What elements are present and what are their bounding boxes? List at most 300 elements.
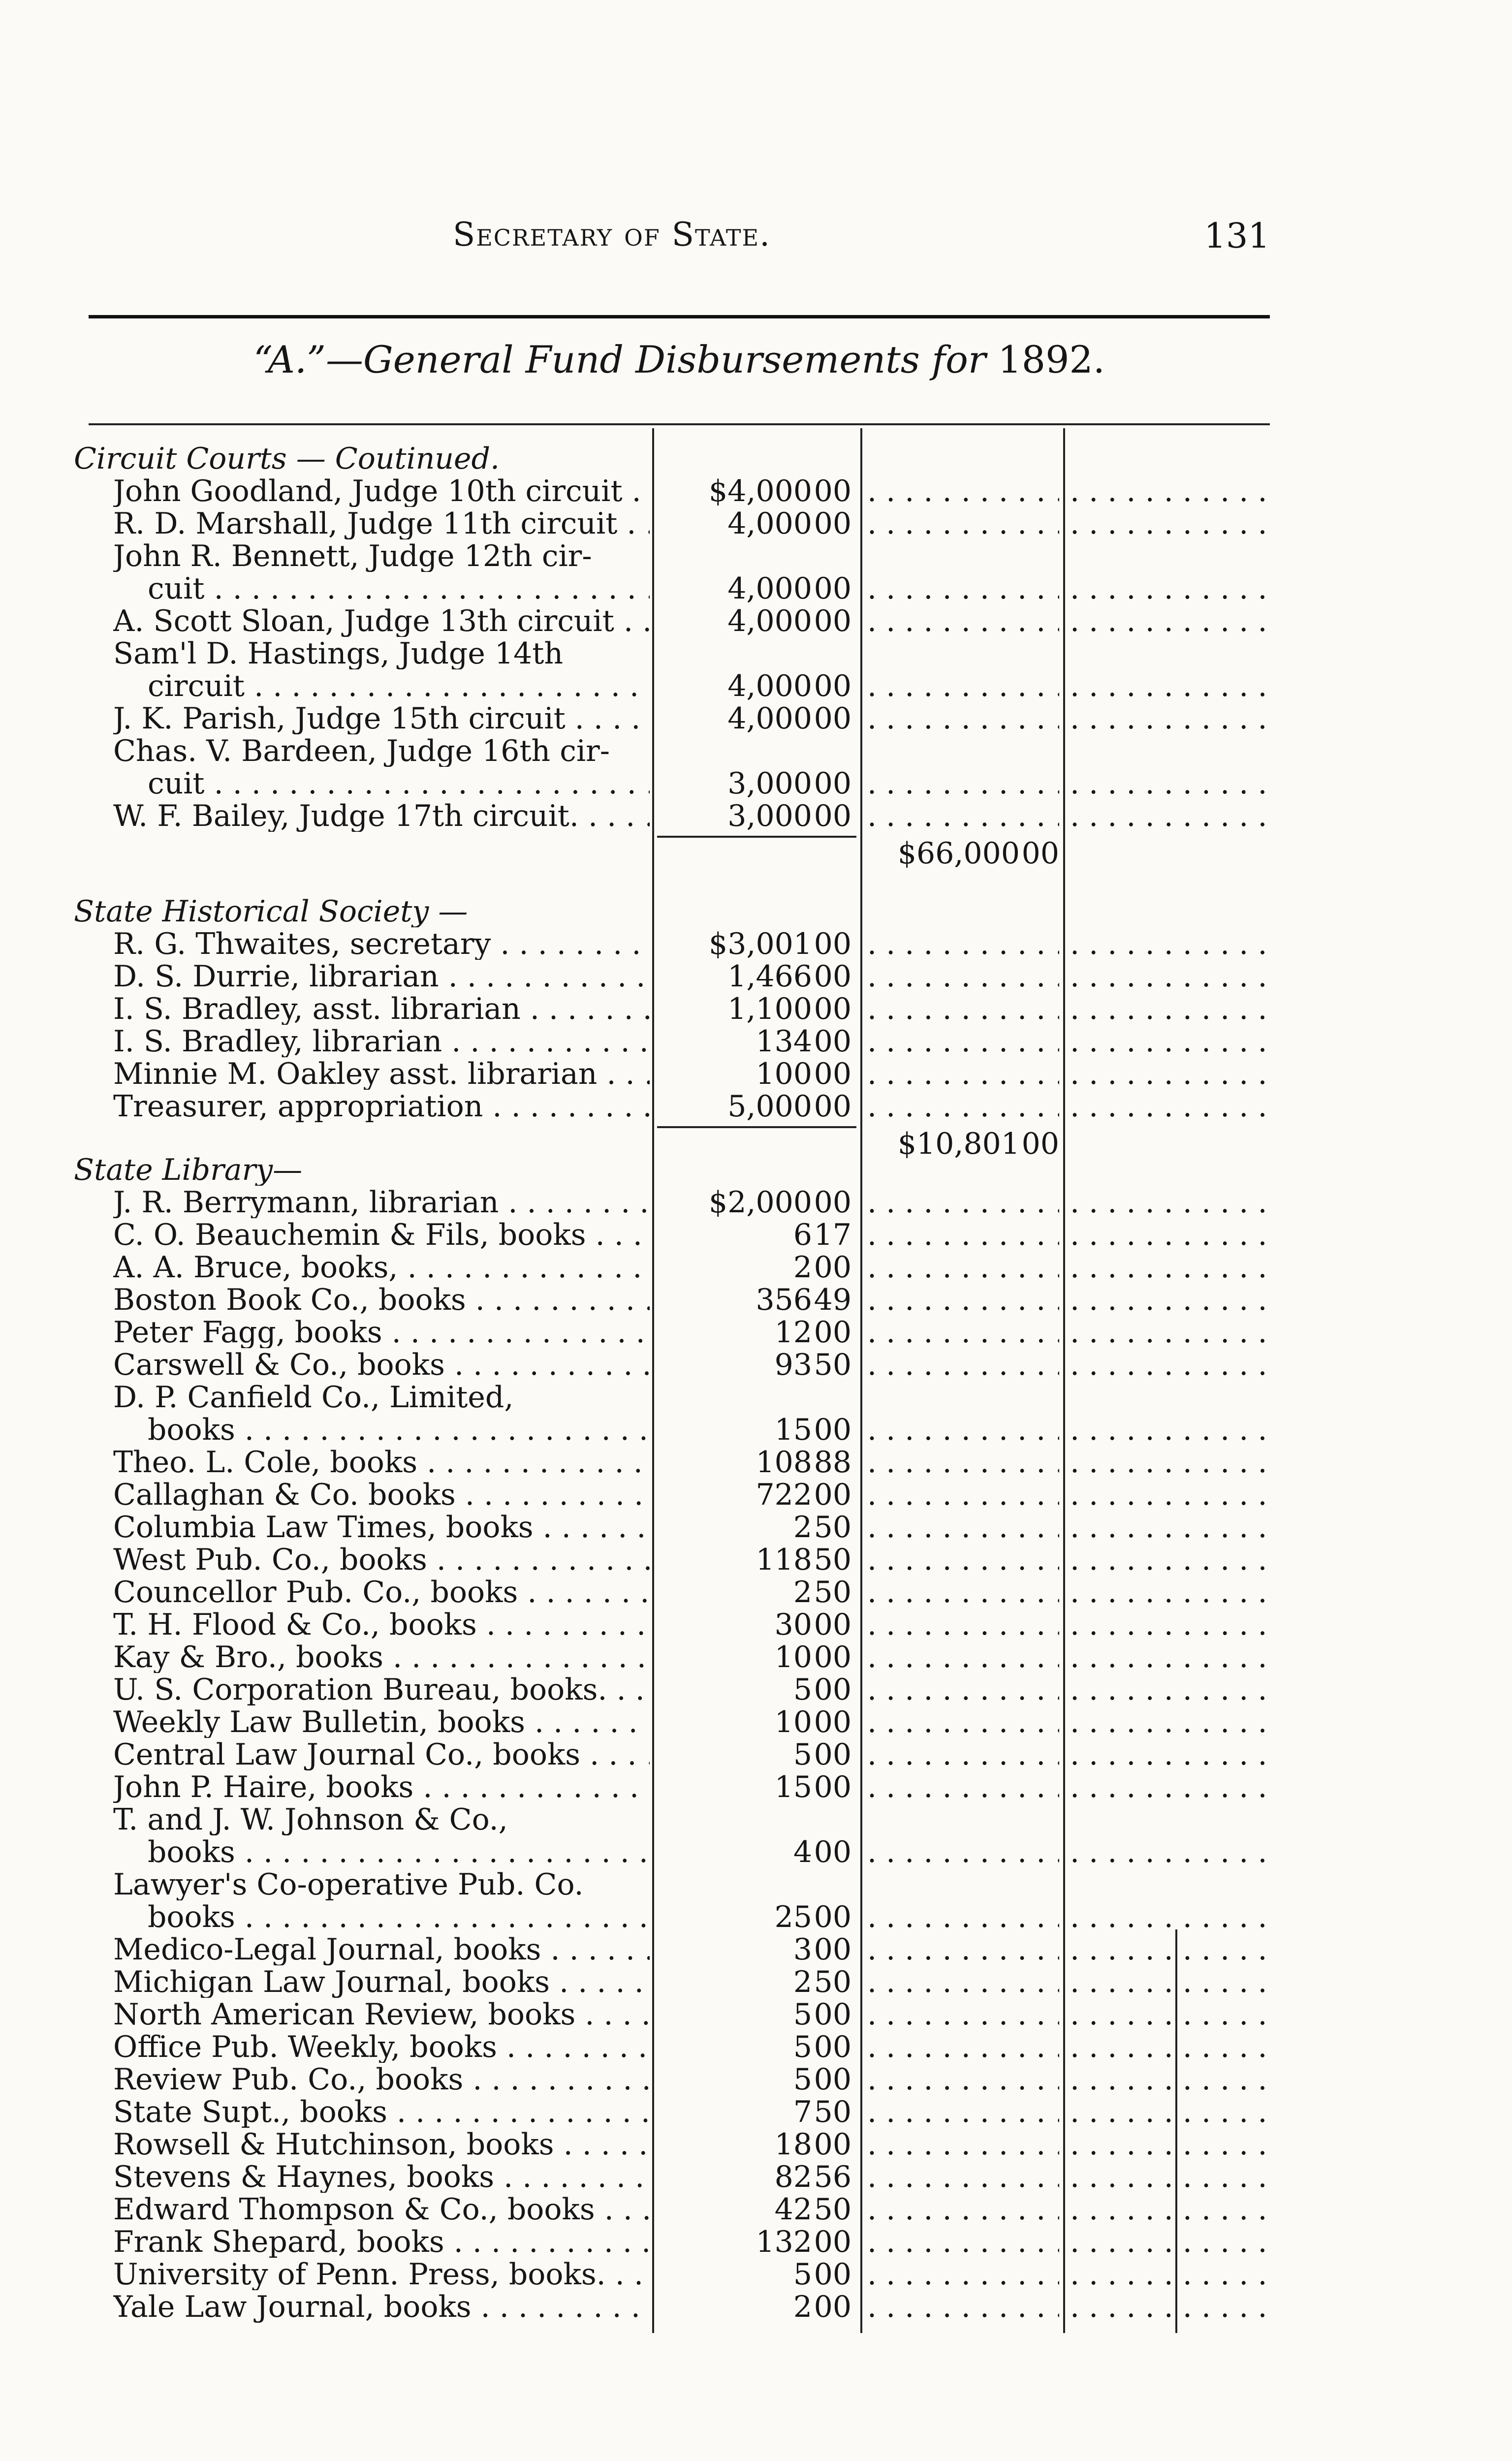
amount-cents: 00 bbox=[814, 1608, 851, 1642]
leader-dots-col3 bbox=[1070, 993, 1277, 1025]
leader-dots-col3 bbox=[1070, 1349, 1277, 1381]
leader-dots-col2 bbox=[867, 1252, 1059, 1283]
amount-dollars: 2 bbox=[793, 1510, 812, 1545]
table-row bbox=[74, 1479, 1280, 1511]
leader-dots-col2 bbox=[867, 1284, 1059, 1316]
amount-dollars: 3,000 bbox=[727, 766, 812, 801]
amount-cents: 00 bbox=[814, 2127, 851, 2162]
table-row bbox=[74, 2291, 1280, 2323]
entry-text: Peter Fagg, books bbox=[113, 1317, 382, 1348]
entry-amount bbox=[657, 1609, 851, 1641]
entry-amount bbox=[657, 508, 851, 539]
leader-dots-col2 bbox=[867, 1934, 1059, 1965]
leader-dots-col2 bbox=[867, 670, 1059, 702]
table-row bbox=[74, 1739, 1280, 1770]
leader-dots bbox=[617, 508, 650, 539]
amount-dollars: 132 bbox=[756, 2225, 812, 2259]
entry-amount bbox=[657, 1479, 851, 1511]
leader-dots-col2 bbox=[867, 1706, 1059, 1738]
entry-amount bbox=[657, 2194, 851, 2225]
leader-dots-col2 bbox=[867, 475, 1059, 507]
leader-dots-col2 bbox=[867, 2194, 1059, 2225]
leader-dots bbox=[541, 1934, 650, 1965]
leader-dots bbox=[623, 475, 650, 507]
entry-amount bbox=[657, 605, 851, 637]
entry-description bbox=[113, 1739, 650, 1770]
entry-text: A. A. Bruce, books, bbox=[113, 1252, 398, 1283]
leader-dots bbox=[483, 1091, 650, 1122]
entry-text: Treasurer, appropriation bbox=[113, 1091, 483, 1122]
amount-dollars: 4,000 bbox=[727, 571, 812, 606]
amount-cents: 00 bbox=[814, 1640, 851, 1674]
section-heading: Circuit Courts — Coutinued. bbox=[74, 443, 500, 474]
leader-dots-col2 bbox=[867, 1479, 1059, 1511]
leader-dots-col2 bbox=[867, 1544, 1059, 1576]
entry-text: Medico-Legal Journal, books bbox=[113, 1934, 541, 1965]
amount-cents: 17 bbox=[814, 1218, 851, 1252]
amount-dollars: 82 bbox=[774, 2160, 812, 2194]
entry-description bbox=[113, 2161, 650, 2193]
amount-cents: 00 bbox=[814, 1185, 851, 1220]
table-row bbox=[74, 961, 1280, 992]
leader-dots bbox=[245, 670, 650, 702]
entry-description bbox=[113, 800, 650, 832]
entry-text: J. R. Berrymann, librarian bbox=[113, 1187, 499, 1218]
entry-text: Kay & Bro., books bbox=[113, 1641, 383, 1673]
leader-dots bbox=[382, 1317, 650, 1348]
entry-description bbox=[113, 2226, 650, 2258]
leader-dots-col3 bbox=[1070, 2031, 1277, 2063]
leader-dots-col2 bbox=[867, 1966, 1059, 1998]
leader-dots bbox=[575, 1999, 650, 2030]
leader-dots bbox=[595, 2194, 650, 2225]
entry-text: A. Scott Sloan, Judge 13th circuit bbox=[113, 605, 614, 637]
entry-amount bbox=[657, 1771, 851, 1803]
amount-cents: 00 bbox=[814, 2225, 851, 2259]
entry-text: University of Penn. Press, books. bbox=[113, 2259, 606, 2290]
leader-dots-col3 bbox=[1070, 2226, 1277, 2258]
leader-dots bbox=[597, 1058, 650, 1090]
table-caption bbox=[89, 338, 1270, 381]
entry-text: D. S. Durrie, librarian bbox=[113, 961, 439, 992]
amount-cents: 00 bbox=[814, 2290, 851, 2324]
entry-description bbox=[113, 1252, 650, 1283]
entry-description bbox=[113, 1934, 650, 1965]
entry-amount bbox=[657, 670, 851, 702]
leader-dots bbox=[554, 2129, 650, 2160]
entry-description bbox=[113, 1479, 650, 1511]
entry-text: Weekly Law Bulletin, books bbox=[113, 1706, 525, 1738]
entry-description bbox=[113, 1091, 650, 1122]
entry-text: Theo. L. Cole, books bbox=[113, 1447, 418, 1478]
amount-cents: 00 bbox=[814, 927, 851, 961]
amount-dollars: 5 bbox=[793, 2062, 812, 2097]
leader-dots-col3 bbox=[1070, 1479, 1277, 1511]
amount-dollars: 42 bbox=[774, 2192, 812, 2227]
amount-cents: 50 bbox=[814, 1348, 851, 1382]
entry-description bbox=[113, 2096, 650, 2128]
leader-dots-col2 bbox=[867, 2031, 1059, 2063]
entry-description bbox=[148, 1836, 650, 1868]
entry-text: books bbox=[148, 1414, 235, 1446]
table-row bbox=[74, 1641, 1280, 1673]
entry-amount bbox=[657, 1641, 851, 1673]
leader-dots-col2 bbox=[867, 1026, 1059, 1057]
entry-text: Rowsell & Hutchinson, books bbox=[113, 2129, 554, 2160]
entry-description bbox=[148, 670, 650, 702]
leader-dots-col2 bbox=[867, 1901, 1059, 1933]
leader-dots-col2 bbox=[867, 2129, 1059, 2160]
entry-description bbox=[113, 703, 650, 734]
table-row bbox=[74, 1544, 1280, 1576]
entry-description bbox=[148, 1414, 650, 1446]
section-total bbox=[867, 838, 1059, 869]
table-row bbox=[74, 1836, 1280, 1868]
leader-dots bbox=[205, 573, 650, 604]
entry-text: circuit bbox=[148, 670, 245, 702]
leader-dots-col2 bbox=[867, 1609, 1059, 1641]
amount-cents: 00 bbox=[814, 766, 851, 801]
leader-dots-col3 bbox=[1070, 1317, 1277, 1348]
entry-amount bbox=[657, 1706, 851, 1738]
entry-amount bbox=[657, 768, 851, 799]
table-row bbox=[74, 2161, 1280, 2193]
amount-cents: 00 bbox=[814, 1250, 851, 1285]
leader-dots-col3 bbox=[1070, 1414, 1277, 1446]
amount-dollars: 5 bbox=[793, 1737, 812, 1772]
leader-dots bbox=[466, 1284, 650, 1316]
amount-dollars: 4,000 bbox=[727, 604, 812, 638]
entry-amount bbox=[657, 2031, 851, 2063]
leader-dots bbox=[383, 1641, 650, 1673]
amount-cents: 56 bbox=[814, 2160, 851, 2194]
entry-description bbox=[113, 2129, 650, 2160]
amount-dollars: 10 bbox=[774, 1640, 812, 1674]
caption-year: 1892. bbox=[998, 338, 1105, 381]
entry-amount bbox=[657, 993, 851, 1025]
leader-dots-col2 bbox=[867, 2291, 1059, 2323]
entry-text: Office Pub. Weekly, books bbox=[113, 2031, 497, 2063]
amount-dollars: 3,000 bbox=[727, 799, 812, 833]
entry-text: Central Law Journal Co., books bbox=[113, 1739, 581, 1770]
amount-dollars: 15 bbox=[774, 1413, 812, 1447]
entry-description bbox=[113, 2194, 650, 2225]
entry-description bbox=[113, 540, 650, 572]
entry-description bbox=[113, 1641, 650, 1673]
table-row bbox=[74, 1187, 1280, 1218]
leader-dots bbox=[494, 2161, 650, 2193]
leader-dots-col3 bbox=[1070, 2161, 1277, 2193]
table-row bbox=[74, 508, 1280, 539]
amount-cents: 50 bbox=[814, 2095, 851, 2129]
entry-description bbox=[113, 1219, 650, 1251]
entry-description bbox=[113, 1804, 650, 1835]
section-heading-row bbox=[74, 443, 1280, 474]
table-row bbox=[74, 1252, 1280, 1283]
leader-dots-col3 bbox=[1070, 1739, 1277, 1770]
amount-cents: 50 bbox=[814, 1543, 851, 1577]
amount-dollars: 25 bbox=[774, 1900, 812, 1934]
leader-dots-col2 bbox=[867, 703, 1059, 734]
entry-description bbox=[113, 1026, 650, 1057]
entry-text: Yale Law Journal, books bbox=[113, 2291, 472, 2323]
section-heading-row bbox=[74, 1154, 1280, 1186]
table-row bbox=[74, 1609, 1280, 1641]
entry-text: Councellor Pub. Co., books bbox=[113, 1577, 518, 1608]
leader-dots bbox=[580, 1739, 650, 1770]
table-row bbox=[74, 1934, 1280, 1965]
leader-dots-col3 bbox=[1070, 670, 1277, 702]
entry-text: North American Review, books bbox=[113, 1999, 576, 2030]
entry-text: T. H. Flood & Co., books bbox=[113, 1609, 477, 1641]
section-heading: State Historical Society — bbox=[74, 896, 468, 927]
amount-dollars: 5 bbox=[793, 2030, 812, 2064]
entry-text: John P. Haire, books bbox=[113, 1771, 414, 1803]
amount-cents: 00 bbox=[814, 1737, 851, 1772]
entry-description bbox=[148, 1901, 650, 1933]
table-row bbox=[74, 1901, 1280, 1933]
amount-cents: 50 bbox=[814, 1510, 851, 1545]
table-row bbox=[74, 1512, 1280, 1543]
entry-text: I. S. Bradley, asst. librarian bbox=[113, 993, 521, 1025]
amount-dollars: 4,000 bbox=[727, 669, 812, 703]
amount-dollars: 3 bbox=[793, 1932, 812, 1967]
entry-amount bbox=[657, 1284, 851, 1316]
table-row bbox=[74, 1771, 1280, 1803]
leader-dots-col2 bbox=[867, 2259, 1059, 2290]
amount-cents: 00 bbox=[814, 1315, 851, 1350]
amount-dollars: 118 bbox=[756, 1543, 812, 1577]
table-row bbox=[74, 2096, 1280, 2128]
entry-text: U. S. Corporation Bureau, books. bbox=[113, 1674, 607, 1705]
entry-amount bbox=[657, 928, 851, 960]
leader-dots bbox=[525, 1706, 650, 1738]
amount-dollars: $3,001 bbox=[709, 927, 812, 961]
amount-cents: 00 bbox=[814, 604, 851, 638]
amount-cents: 88 bbox=[814, 1445, 851, 1480]
leader-dots-col3 bbox=[1070, 1512, 1277, 1543]
leader-dots bbox=[579, 800, 650, 832]
entry-amount bbox=[657, 573, 851, 604]
amount-cents: 50 bbox=[814, 1575, 851, 1609]
entry-description bbox=[113, 993, 650, 1025]
leader-dots bbox=[235, 1901, 650, 1933]
entry-text: Lawyer's Co-operative Pub. Co. bbox=[113, 1869, 584, 1900]
leader-dots bbox=[586, 1219, 650, 1251]
entry-description bbox=[113, 605, 650, 637]
leader-dots-col3 bbox=[1070, 1674, 1277, 1705]
entry-description bbox=[113, 1447, 650, 1478]
leader-dots-col2 bbox=[867, 1219, 1059, 1251]
table-row bbox=[74, 2259, 1280, 2290]
entry-amount bbox=[657, 800, 851, 832]
leader-dots-col3 bbox=[1070, 573, 1277, 604]
page-number: 131 bbox=[1204, 216, 1270, 256]
entry-description bbox=[113, 1382, 650, 1413]
leader-dots-col3 bbox=[1070, 1706, 1277, 1738]
leader-dots-col3 bbox=[1070, 1252, 1277, 1283]
table-row bbox=[74, 2226, 1280, 2258]
leader-dots-col2 bbox=[867, 1739, 1059, 1770]
leader-dots-col2 bbox=[867, 800, 1059, 832]
leader-dots bbox=[614, 605, 650, 637]
table-row bbox=[74, 768, 1280, 799]
amount-cents: 00 bbox=[814, 2030, 851, 2064]
leader-dots bbox=[607, 1674, 650, 1705]
amount-dollars: 5 bbox=[793, 2257, 812, 2292]
entry-text: T. and J. W. Johnson & Co., bbox=[113, 1804, 508, 1835]
entry-description bbox=[113, 1966, 650, 1998]
table-row bbox=[74, 735, 1280, 767]
leader-dots-col3 bbox=[1070, 605, 1277, 637]
entry-description bbox=[113, 1609, 650, 1641]
leader-dots-col2 bbox=[867, 1414, 1059, 1446]
entry-text: Stevens & Haynes, books bbox=[113, 2161, 494, 2193]
table-row bbox=[74, 2064, 1280, 2095]
entry-amount bbox=[657, 1577, 851, 1608]
entry-text: Callaghan & Co. books bbox=[113, 1479, 456, 1511]
leader-dots-col3 bbox=[1070, 1447, 1277, 1478]
amount-dollars: 2 bbox=[793, 1575, 812, 1609]
leader-dots-col3 bbox=[1070, 1609, 1277, 1641]
leader-dots bbox=[550, 1966, 650, 1998]
entry-text: John Goodland, Judge 10th circuit bbox=[113, 475, 623, 507]
entry-amount bbox=[657, 1058, 851, 1090]
entry-amount bbox=[657, 1544, 851, 1576]
total-dollars: $10,801 bbox=[897, 1127, 1020, 1161]
leader-dots bbox=[444, 2226, 650, 2258]
entry-text: D. P. Canfield Co., Limited, bbox=[113, 1382, 514, 1413]
leader-dots-col3 bbox=[1070, 2064, 1277, 2095]
entry-amount bbox=[657, 1999, 851, 2030]
entry-amount bbox=[657, 1447, 851, 1478]
amount-cents: 49 bbox=[814, 1283, 851, 1317]
header-rule bbox=[89, 315, 1270, 318]
table-row bbox=[74, 670, 1280, 702]
leader-dots bbox=[442, 1026, 650, 1057]
leader-dots bbox=[445, 1349, 650, 1381]
total-cents: 00 bbox=[1021, 1127, 1059, 1161]
leader-dots-col2 bbox=[867, 2096, 1059, 2128]
entry-description bbox=[113, 1999, 650, 2030]
entry-description bbox=[113, 1512, 650, 1543]
entry-amount bbox=[657, 2064, 851, 2095]
entry-description bbox=[113, 1771, 650, 1803]
leader-dots bbox=[387, 2096, 650, 2128]
entry-description bbox=[113, 1869, 650, 1900]
leader-dots-col3 bbox=[1070, 508, 1277, 539]
table-row bbox=[74, 573, 1280, 604]
leader-dots bbox=[463, 2064, 650, 2095]
entry-amount bbox=[657, 1901, 851, 1933]
amount-dollars: 6 bbox=[793, 1218, 812, 1252]
leader-dots-col3 bbox=[1070, 1934, 1277, 1965]
entry-amount bbox=[657, 2129, 851, 2160]
leader-dots-col2 bbox=[867, 2161, 1059, 2193]
section-heading: State Library— bbox=[74, 1154, 303, 1186]
amount-cents: 00 bbox=[814, 474, 851, 508]
entry-amount bbox=[657, 475, 851, 507]
leader-dots bbox=[439, 961, 650, 992]
leader-dots-col2 bbox=[867, 1641, 1059, 1673]
amount-dollars: 1,100 bbox=[727, 992, 812, 1026]
leader-dots-col2 bbox=[867, 1771, 1059, 1803]
amount-dollars: 4,000 bbox=[727, 701, 812, 736]
disbursement-table bbox=[74, 428, 1280, 2348]
table-row bbox=[74, 475, 1280, 507]
entry-amount bbox=[657, 1414, 851, 1446]
caption-text: “A.”—General Fund Disbursements for bbox=[253, 338, 986, 381]
leader-dots-col3 bbox=[1070, 1771, 1277, 1803]
entry-description bbox=[113, 1706, 650, 1738]
table-row bbox=[74, 1349, 1280, 1381]
table-row bbox=[74, 2031, 1280, 2063]
leader-dots-col3 bbox=[1070, 1999, 1277, 2030]
entry-amount bbox=[657, 1966, 851, 1998]
leader-dots-col2 bbox=[867, 605, 1059, 637]
amount-cents: 00 bbox=[814, 669, 851, 703]
table-row bbox=[74, 1869, 1280, 1900]
leader-dots-col2 bbox=[867, 961, 1059, 992]
amount-dollars: 12 bbox=[774, 1315, 812, 1350]
entry-text: Review Pub. Co., books bbox=[113, 2064, 464, 2095]
entry-description bbox=[113, 1317, 650, 1348]
entry-amount bbox=[657, 1512, 851, 1543]
entry-description bbox=[113, 928, 650, 960]
amount-cents: 00 bbox=[814, 2257, 851, 2292]
table-row bbox=[74, 1026, 1280, 1057]
entry-text: Columbia Law Times, books bbox=[113, 1512, 534, 1543]
leader-dots bbox=[413, 1771, 650, 1803]
entry-amount bbox=[657, 2226, 851, 2258]
table-row bbox=[74, 1219, 1280, 1251]
leader-dots-col3 bbox=[1070, 1284, 1277, 1316]
entry-amount bbox=[657, 1252, 851, 1283]
entry-text: J. K. Parish, Judge 15th circuit bbox=[113, 703, 566, 734]
entry-amount bbox=[657, 1674, 851, 1705]
leader-dots-col3 bbox=[1070, 1544, 1277, 1576]
entry-amount bbox=[657, 2161, 851, 2193]
entry-text: R. G. Thwaites, secretary bbox=[113, 928, 491, 960]
leader-dots bbox=[497, 2031, 650, 2063]
amount-cents: 00 bbox=[814, 701, 851, 736]
running-title: Secretary of State. bbox=[453, 216, 771, 253]
total-dollars: $66,000 bbox=[897, 836, 1020, 871]
total-row bbox=[74, 838, 1280, 869]
leader-dots bbox=[205, 768, 650, 799]
entry-text: Michigan Law Journal, books bbox=[113, 1966, 550, 1998]
entry-text: State Supt., books bbox=[113, 2096, 387, 2128]
amount-cents: 00 bbox=[814, 1997, 851, 2032]
entry-text: Chas. V. Bardeen, Judge 16th cir- bbox=[113, 735, 610, 767]
leader-dots-col3 bbox=[1070, 2291, 1277, 2323]
amount-cents: 00 bbox=[814, 1932, 851, 1967]
leader-dots-col3 bbox=[1070, 1219, 1277, 1251]
leader-dots bbox=[521, 993, 650, 1025]
entry-text: W. F. Bailey, Judge 17th circuit. bbox=[113, 800, 579, 832]
entry-text: Edward Thompson & Co., books bbox=[113, 2194, 595, 2225]
leader-dots-col2 bbox=[867, 768, 1059, 799]
entry-text: C. O. Beauchemin & Fils, books bbox=[113, 1219, 586, 1251]
amount-cents: 00 bbox=[814, 1770, 851, 1804]
leader-dots-col2 bbox=[867, 1674, 1059, 1705]
leader-dots-col3 bbox=[1070, 2129, 1277, 2160]
leader-dots-col3 bbox=[1070, 961, 1277, 992]
amount-cents: 00 bbox=[814, 571, 851, 606]
entry-amount bbox=[657, 1836, 851, 1868]
caption-rule bbox=[89, 423, 1270, 425]
entry-description bbox=[113, 508, 650, 539]
